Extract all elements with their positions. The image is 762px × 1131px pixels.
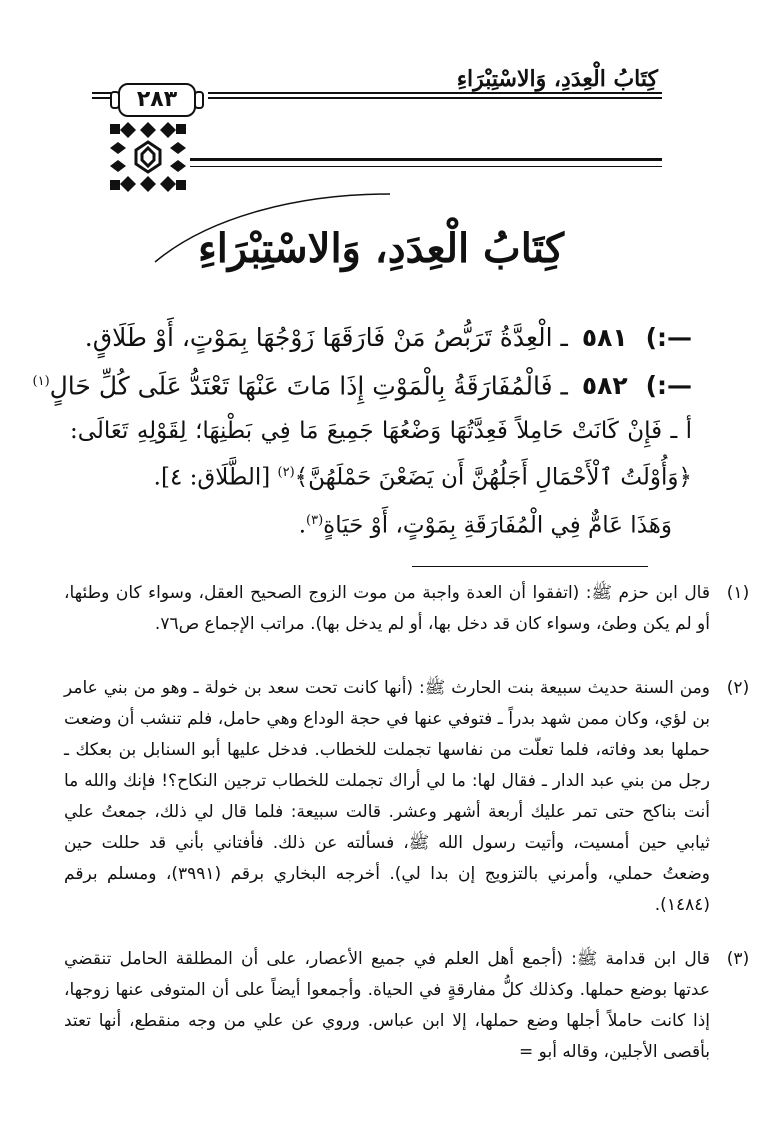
paragraph-b-tail: . xyxy=(298,512,307,539)
ornament-icon xyxy=(106,120,190,194)
footnote-text: قال ابن قدامة ﷺ: (أجمع أهل العلم في جميع الأعصار، على أن المطلقة الحامل تنقضي عدتها بوضع حملها. وكذلك كلُّ مفارقةٍ في الحياة. وأجمعوا أيضاً على أن المتوفى عنها زوجها، إذا كانت حاملاً أجلها وضع حملها، إلا ابن عباس. وروي عن علي من وجه منقطع، أنها تعتد بأقصى الأجلين، وقاله أبو = xyxy=(64,949,710,1062)
page-number-badge: ٢٨٣ xyxy=(118,83,196,117)
running-title: كِتَابُ الْعِدَدِ، وَالاسْتِبْرَاءِ xyxy=(456,66,658,92)
footnote-number: (٣) xyxy=(726,949,750,969)
header-rule-bottom xyxy=(208,97,662,99)
rule-text: ـ الْعِدَّةُ تَرَبُّصُ مَنْ فَارَقَهَا زَوْجُهَا بِمَوْتٍ، أَوْ طَلَاقٍ. xyxy=(84,323,568,352)
header-rule-top xyxy=(208,92,662,94)
title-rule-2 xyxy=(190,166,662,167)
title-rule-1 xyxy=(190,158,662,161)
footnote-number: (٢) xyxy=(726,678,750,698)
paragraph-b xyxy=(70,500,672,547)
paragraph-a xyxy=(70,410,692,499)
footnote-separator xyxy=(412,566,648,567)
rule-582 xyxy=(33,362,693,406)
footnote-number: (١) xyxy=(726,583,750,603)
rule-number: ٥٨٢ xyxy=(581,371,628,401)
paragraph-a-tail: [الطَّلَاق: ٤]. xyxy=(153,464,278,491)
chapter-title: كِتَابُ الْعِدَدِ، وَالاسْتِبْرَاءِ xyxy=(197,225,564,272)
footnote-ref: (١) xyxy=(32,374,50,389)
footnote-text: قال ابن حزم ﷺ: (اتفقوا أن العدة واجبة من موت الزوج الصحيح العقل، وسواء كان وطئها، أو لم يكن وطئ، وسواء كان قد دخل بها، أو لم يدخل بها). مراتب الإجماع ص٧٦. xyxy=(64,583,710,634)
paragraph-a-text: أ ـ فَإِنْ كَانَتْ حَامِلاً فَعِدَّتُهَا وَضْعُهَا جَمِيعَ مَا فِي بَطْنِهَا؛ لِقَوْلِهِ تَعَالَى: ﴿وَأُوْلَتُ ٱلْأَحْمَالِ أَجَلُهُنَّ أَن يَضَعْنَ حَمْلَهُنَّ﴾ xyxy=(70,418,692,491)
rule-number: ٥٨١ xyxy=(581,323,628,352)
rule-bullet-icon: —:) xyxy=(645,323,692,352)
rule-581 xyxy=(85,318,692,358)
footnote-1 xyxy=(64,578,750,640)
rule-text: ـ فَالْمُفَارَقَةُ بِالْمَوْتِ إِذَا مَاتَ عَنْهَا تَعْتَدُّ عَلَى كُلِّ حَالٍ xyxy=(49,371,568,401)
footnote-text: ومن السنة حديث سبيعة بنت الحارث ﷺ: (أنها كانت تحت سعد بن خولة ـ وهو من بني عامر بن لؤي، وكان ممن شهد بدراً ـ فتوفي عنها في حجة الوداع وهي حامل، فلم تنشب أن وضعت حملها بعد وفاته، فلما تعلّت من نفاسها تجملت للخطاب. فدخل عليها أبو السنابل بن بعكك ـ رجل من بني عبد الدار ـ فقال لها: ما لي أراك تجملت للخطاب ترجين النكاح؟! فإنك والله ما أنت بناكح حتى تمر عليك أربعة أشهر وعشر. قالت سبيعة: فلما قال لي ذلك، جمعتُ علي ثيابي حين أمسيت، وأتيت رسول الله ﷺ، فسألته عن ذلك. فأفتاني بأني قد حللت حين وضعتُ حملي، وأمرني بالتزويج إن بدا لي). أخرجه البخاري برقم (٣٩٩١)، ومسلم برقم (١٤٨٤). xyxy=(64,678,711,915)
footnote-2 xyxy=(64,673,750,921)
footnote-ref: (٢) xyxy=(277,465,295,480)
paragraph-b-text: وَهَذَا عَامٌّ فِي الْمُفَارَقَةِ بِمَوْتٍ، أَوْ حَيَاةٍ xyxy=(323,512,672,539)
footnote-ref: (٣) xyxy=(306,513,324,528)
rule-bullet-icon: —:) xyxy=(645,371,692,401)
footnote-3 xyxy=(64,944,750,1068)
